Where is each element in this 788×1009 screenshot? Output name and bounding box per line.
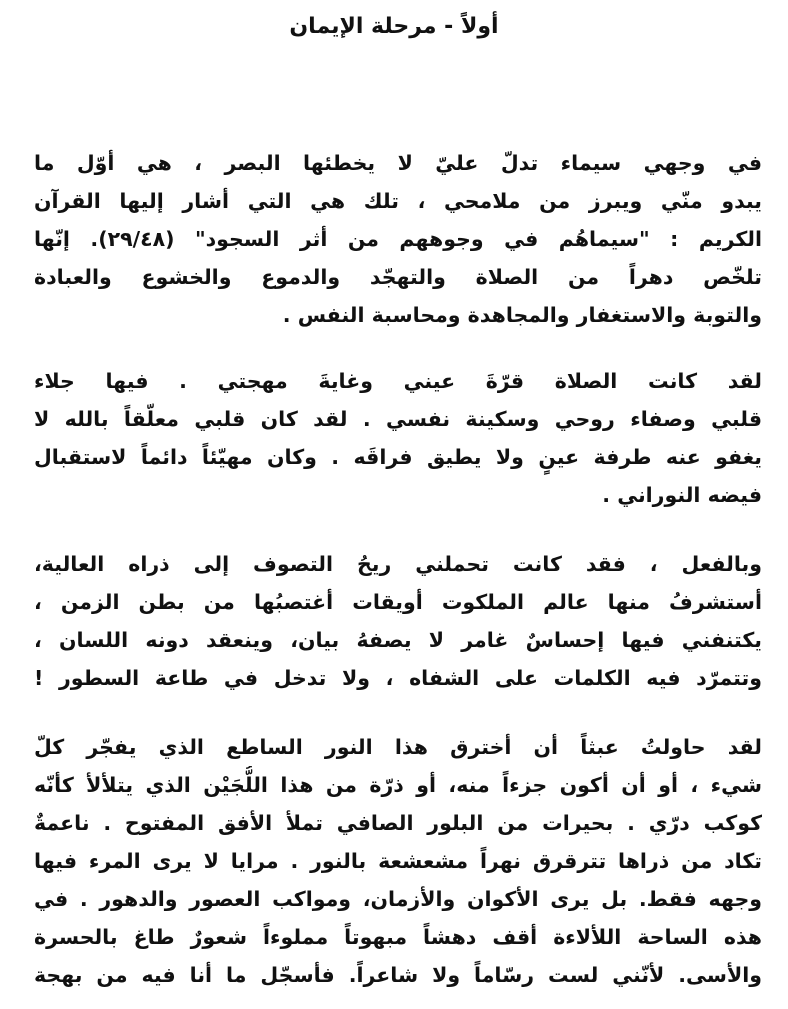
paragraph-1 (34, 144, 762, 334)
paragraph-4 (34, 728, 762, 994)
text-line: تلخّص دهراً من الصلاة والتهجّد والدموع والخشوع والعبادة (34, 265, 762, 289)
text-line: وبالفعل ، فقد كانت تحملني ريحُ التصوف إلى ذراه العالية، (34, 552, 762, 576)
text-line: قلبي وصفاء روحي وسكينة نفسي . لقد كان قلبي معلّقاً بالله لا (34, 407, 762, 431)
text-line: في وجهي سيماء تدلّ عليّ لا يخطئها البصر ، هي أوّل ما (34, 151, 762, 175)
text-line: هذه الساحة اللألاءة أقف دهشاً مبهوتاً مملوءاً شعورٌ طاغ بالحسرة (34, 925, 762, 949)
text-line: لقد كانت الصلاة قرّةَ عيني وغايةَ مهجتي . فيها جلاء (34, 369, 762, 393)
text-line: يبدو منّي ويبرز من ملامحي ، تلك هي التي أشار إليها القرآن (34, 189, 762, 213)
text-line: فيضه النوراني . (602, 483, 762, 507)
paragraph-3 (34, 545, 762, 697)
text-line: يكتنفني فيها إحساسٌ غامر لا يصفهُ بيان، وينعقد دونه اللسان ، (34, 628, 762, 652)
text-line: لقد حاولتُ عبثاً أن أخترق هذا النور الساطع الذي يفجّر كلّ (34, 735, 762, 759)
text-line: شيء ، أو أن أكون جزءاً منه، أو ذرّة من هذا اللُّجَيْن الذي يتلألأ كأنّه (34, 773, 762, 797)
text-line: والتوبة والاستغفار والمجاهدة ومحاسبة النفس . (282, 303, 762, 327)
text-line: الكريم : "سيماهُم في وجوههم من أثر السجود" (٢٩/٤٨). إنّها (34, 227, 762, 251)
text-line: كوكب درّي . بحيرات من البلور الصافي تملأ الأفق المفتوح . ناعمةٌ (34, 811, 762, 835)
paragraph-2 (34, 362, 762, 514)
text-line: يغفو عنه طرفة عينٍ ولا يطيق فراقَه . وكان مهيّئاً دائماً لاستقبال (34, 445, 762, 469)
text-line: أستشرفُ منها عالم الملكوت أويقات أغتصبُها من بطن الزمن ، (34, 590, 762, 614)
section-title: أولاً - مرحلة الإيمان (289, 14, 499, 39)
text-line: تكاد من ذراها تترقرق نهراً مشعشعة بالنور . مرايا لا يرى المرء فيها (34, 849, 762, 873)
text-line: والأسى. لأنّني لست رسّاماً ولا شاعراً. فأسجّل ما أنا فيه من بهجة (34, 963, 762, 987)
text-line: وتتمرّد فيه الكلمات على الشفاه ، ولا تدخل في طاعة السطور ! (34, 666, 762, 690)
text-line: وجهه فقط. بل يرى الأكوان والأزمان، ومواكب العصور والدهور . في (34, 887, 762, 911)
